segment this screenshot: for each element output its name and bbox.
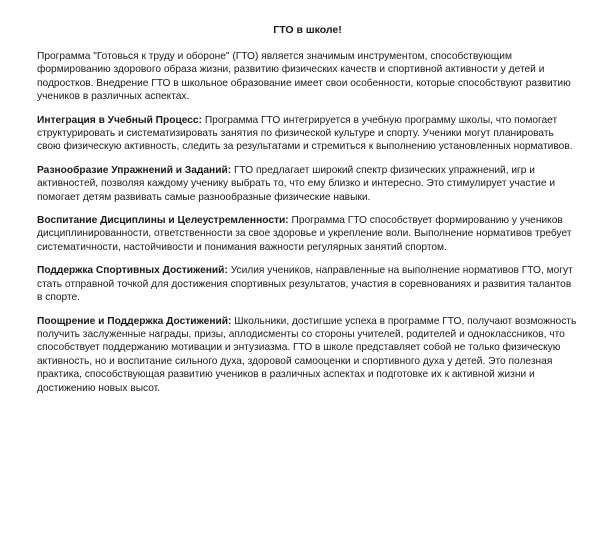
heading-colon: : <box>198 114 202 126</box>
heading-colon: : <box>285 215 289 227</box>
section-text: ГТО предлагает широкий спектр физических упражнений, игр и активностей, позволяя каждому ученику выбрать то, что ему близко и интересно. Это стимулирует участие и помогает детям развивать самые разнообразные физические навыки. <box>37 164 556 203</box>
section-text: Программа ГТО интегрируется в учебную программу школы, что помогает структурировать и систематизировать занятия по физической культуре и спорту. Ученики могут планировать свою физическую активность, следить за результатами и стремиться к выполнению установленных нормативов. <box>37 114 573 153</box>
section-heading: Интеграция в Учебный Процесс <box>37 114 199 126</box>
heading-colon: : <box>224 265 228 277</box>
section-heading: Воспитание Дисциплины и Целеустремленности <box>37 215 286 227</box>
section-text: Школьники, достигшие успеха в программе ГТО, получают возможность получить заслуженные награды, призы, аплодисменты со стороны учителей, родителей и одноклассников, что способствует поддержанию мотивации и энтузиазма. ГТО в школе представляет собой не только физическую активность, но и воспитание сильного духа, здоровой самооценки и спортивного духа у детей. Это полезная практика, способствующая развитию учеников в различных аспектах и подготовке их к активной жизни и достижению новых высот. <box>37 315 577 394</box>
section-text: Усилия учеников, направленные на выполнение нормативов ГТО, могут стать отправной точкой для достижения спортивных результатов, участия в соревнованиях и развития талантов в спорте. <box>37 265 573 304</box>
document-title: ГТО в школе! <box>273 24 342 36</box>
intro-paragraph: Программа "Готовься к труду и обороне" (ГТО) является значимым инструментом, способствующим формированию здорового образа жизни, развитию физических качеств и спортивной активности у детей и подростков. Внедрение ГТО в школьное образование имеет свои особенности, которые способствуют развитию учеников в различных аспектах. <box>37 51 571 103</box>
section-paragraph <box>37 315 578 395</box>
section-paragraph <box>37 214 578 254</box>
section-heading: Разнообразие Упражнений и Заданий <box>37 164 228 176</box>
heading-colon: : <box>227 164 232 176</box>
heading-colon: : <box>228 315 232 327</box>
section-heading: Поддержка Спортивных Достижений <box>37 265 225 277</box>
section-paragraph <box>37 264 578 304</box>
section-heading: Поощрение и Поддержка Достижений <box>37 315 228 327</box>
section-paragraph <box>37 164 578 204</box>
section-text: Программа ГТО способствует формированию у учеников дисциплинированности, ответственности за свое здоровье и укрепление воли. Выполнение нормативов требует систематичности, настойчивости и понимания важности регулярных занятий спортом. <box>37 215 572 253</box>
section-paragraph <box>37 114 578 154</box>
